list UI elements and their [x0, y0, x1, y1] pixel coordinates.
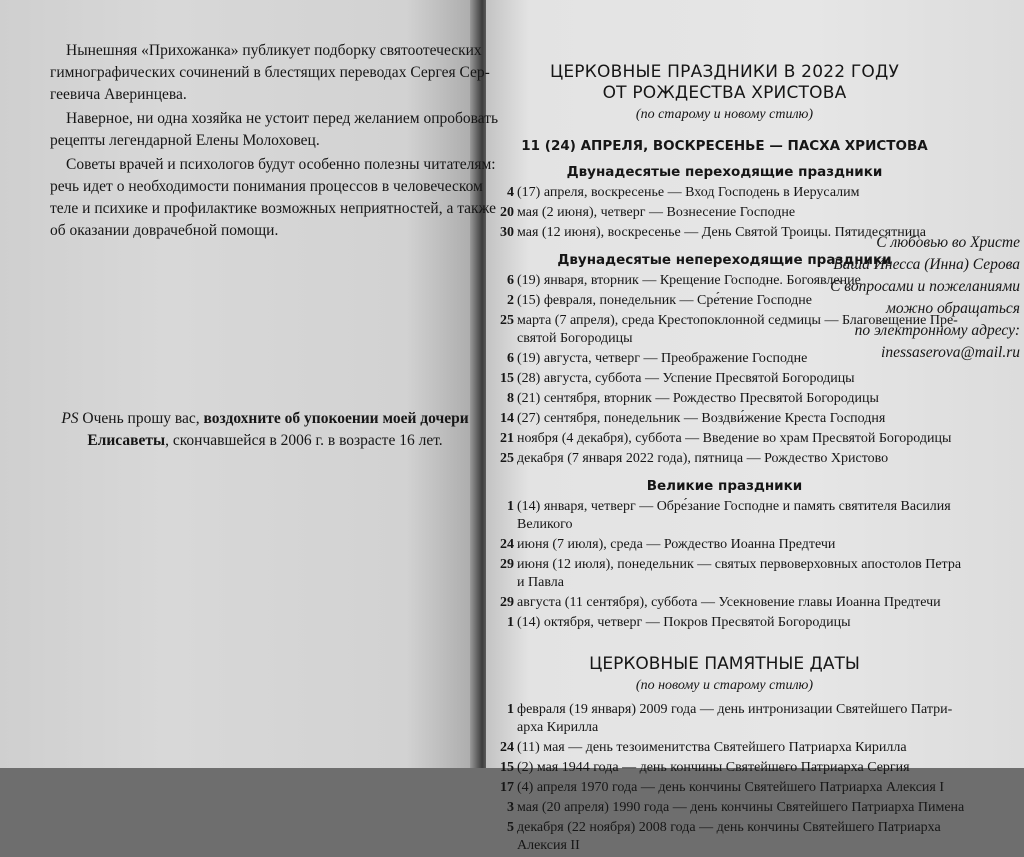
list-item: 29 августа (11 сентября), суббота — Усекновение главы Иоанна Предтечи — [500, 595, 941, 610]
list-item: 4 (17) апреля, воскресенье — Вход Господень в Иерусалим — [507, 185, 860, 200]
left-page-body — [50, 40, 499, 242]
right-page-body — [492, 62, 965, 857]
paragraph-advice: Советы врачей и психологов будут особенно полезны читателям: речь идет о необходимости понимания процессов в человеческом теле и психике и профилактике возможных неприятностей, а также об оказании доврачебной помощи. — [50, 156, 496, 239]
list-item: 15 (2) мая 1944 года — день кончины Святейшего Патриарха Сергия — [500, 760, 910, 775]
page-subtitle: (по старому и новому стилю) — [635, 107, 814, 122]
list-item: 17 (4) апреля 1970 года — день кончины Святейшего Патриарха Алексия I — [500, 780, 945, 795]
list-item: 14 (27) сентября, понедельник — Воздви́жение Креста Господня — [500, 411, 886, 426]
list-item: 2 (15) февраля, понедельник — Сре́тение Господне — [507, 293, 812, 308]
list-item: 6 (19) августа, четверг — Преображение Господне — [507, 351, 808, 366]
section-heading: Двунадесятые переходящие праздники — [566, 164, 883, 180]
list-item: 5 декабря (22 ноября) 2008 года — день кончины Святейшего Патриарха Алексия II — [507, 820, 941, 853]
signature-block: С любовью во Христе Ваша Инесса (Инна) Серова С вопросами и пожеланиями можно обращаться по электронному адресу: inessaserova@mail.ru — [830, 232, 1020, 364]
list-item: 20 мая (2 июня), четверг — Вознесение Господне — [500, 205, 796, 220]
memorial-dates-subtitle: (по новому и старому стилю) — [635, 678, 814, 693]
postscript: PS Очень прошу вас, воздохните об упокоении моей дочери Елисаветы, скончавшейся в 2006 г. в возрасте 16 лет. — [61, 410, 469, 449]
section-moveable-feasts — [492, 164, 957, 242]
list-item: 21 ноября (4 декабря), суббота — Введение во храм Пресвятой Богородицы — [500, 431, 952, 446]
list-item: 25 декабря (7 января 2022 года), пятница — Рождество Христово — [500, 451, 889, 466]
list-item: 24 июня (7 июля), среда — Рождество Иоанна Предтечи — [500, 537, 836, 552]
list-item: 29 июня (12 июля), понедельник — святых первоверховных апостолов Петра и Павла — [500, 557, 962, 590]
easter-heading: 11 (24) АПРЕЛЯ, ВОСКРЕСЕНЬЕ — ПАСХА ХРИСТОВА — [521, 138, 928, 154]
list-item: 1 (14) января, четверг — Обре́зание Господне и память святителя Василия Великого — [507, 499, 951, 532]
email-link[interactable]: inessaserova@mail.ru — [881, 344, 1020, 361]
list-item: 24 (11) мая — день тезоименитства Святейшего Патриарха Кирилла — [500, 740, 907, 755]
paragraph-recipes: Наверное, ни одна хозяйка не устоит перед желанием опробовать рецепты легендарной Елены Молоховец. — [50, 110, 499, 149]
paragraph-intro: Нынешняя «Прихожанка» публикует подборку святоотеческих гимнографических сочинений в блестящих переводах Сергея Сер- геевича Аверинцева. — [50, 42, 490, 103]
section-fixed-feasts — [492, 252, 957, 468]
list-item: 30 мая (12 июня), воскресенье — День Святой Троицы. Пятидесятница — [500, 225, 926, 240]
list-item: 15 (28) августа, суббота — Успение Пресвятой Богородицы — [500, 371, 855, 386]
memorial-dates-title: ЦЕРКОВНЫЕ ПАМЯТНЫЕ ДАТЫ — [589, 654, 860, 674]
page-title: ЦЕРКОВНЫЕ ПРАЗДНИКИ В 2022 ГОДУ ОТ РОЖДЕСТВА ХРИСТОВА — [549, 62, 900, 103]
section-heading: Великие праздники — [646, 478, 803, 494]
list-item: 6 (19) января, вторник — Крещение Господне. Богоявление — [507, 273, 861, 288]
list-item: 8 (21) сентября, вторник — Рождество Пресвятой Богородицы — [507, 391, 879, 406]
list-item: 25 марта (7 апреля), среда Крестопоклонной седмицы — Благовещение Пре- святой Богородицы — [500, 313, 958, 346]
list-item: 1 февраля (19 января) 2009 года — день интронизации Святейшего Патри- арха Кирилла — [507, 702, 953, 735]
section-great-feasts — [492, 478, 962, 632]
list-item: 3 мая (20 апреля) 1990 года — день кончины Святейшего Патриарха Пимена — [507, 800, 965, 815]
section-memorial-dates — [492, 701, 965, 855]
list-item: 1 (14) октября, четверг — Покров Пресвятой Богородицы — [507, 615, 851, 630]
section-heading: Двунадесятые непереходящие праздники — [557, 252, 892, 268]
